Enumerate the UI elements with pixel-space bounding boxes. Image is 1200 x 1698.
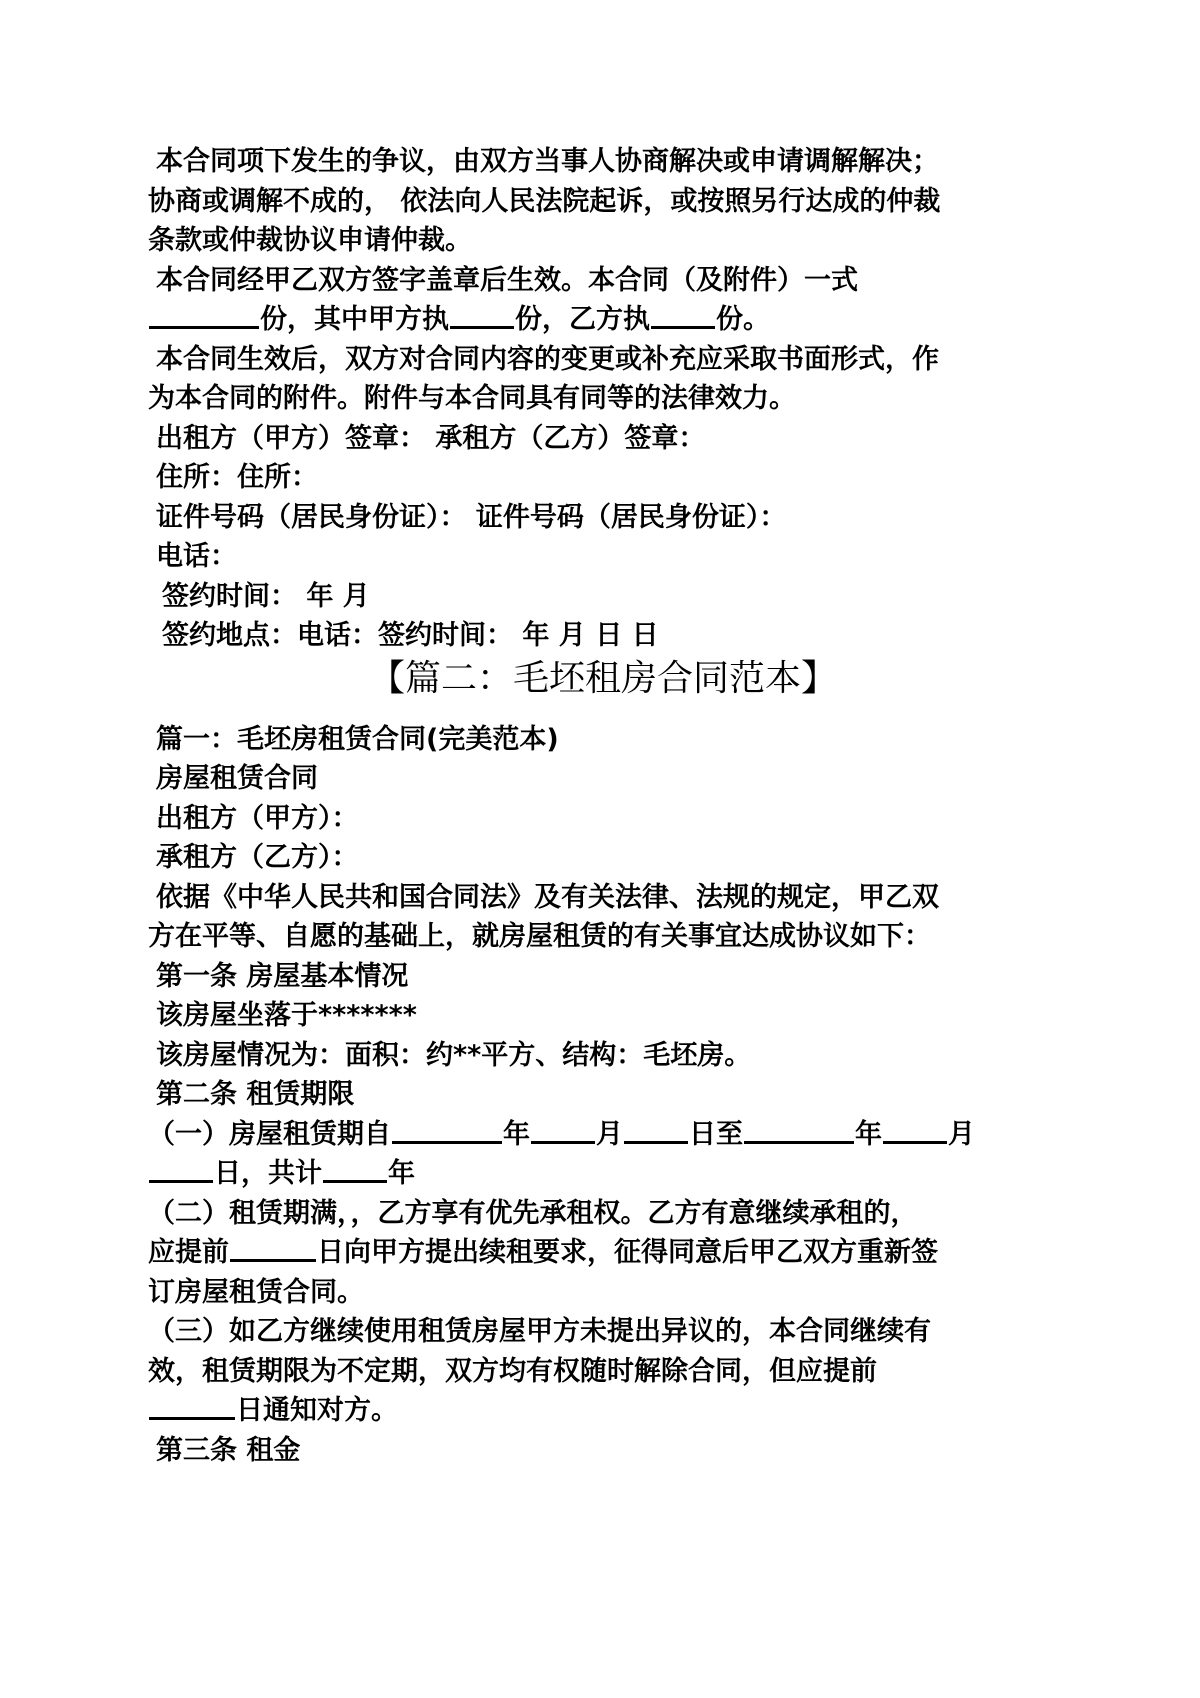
term-text: （一）房屋租赁期自	[148, 1118, 391, 1150]
sub-title: 篇一：毛坯房租赁合同(完美范本)	[156, 723, 559, 755]
term-total-year-label: 年	[388, 1158, 415, 1189]
document-page	[148, 142, 1048, 1470]
renew-text-b: 日向甲方提出续租要求，征得同意后甲乙双方重新签	[317, 1237, 938, 1268]
renew-days-blank	[230, 1259, 316, 1262]
renew-line-1: （二）租赁期满，，乙方享有优先承租权。乙方有意继续承租的，	[148, 1197, 918, 1229]
term-end-year-label: 年	[855, 1118, 882, 1150]
term-line-2	[148, 1154, 1048, 1194]
effect-text-a: 份，其中甲方执	[260, 304, 449, 335]
change-line-1: 本合同生效后，双方对合同内容的变更或补充应采取书面形式，作	[156, 343, 939, 375]
phone-line: 电话：	[156, 541, 237, 572]
continue-text: 日通知对方。	[236, 1395, 398, 1426]
start-month-blank	[531, 1141, 595, 1144]
contract-title: 房屋租赁合同	[156, 763, 318, 794]
effect-text-c: 份。	[716, 304, 770, 335]
lessee-line: 承租方（乙方）：	[156, 842, 359, 873]
id-number-line: 证件号码（居民身份证）： 证件号码（居民身份证）：	[156, 501, 787, 533]
continue-line-1: （三）如乙方继续使用租赁房屋甲方未提出异议的，本合同继续有	[148, 1316, 931, 1347]
basis-line-2: 方在平等、自愿的基础上，就房屋租赁的有关事宜达成协议如下：	[148, 921, 931, 952]
end-day-blank	[149, 1180, 213, 1183]
dispute-line-3: 条款或仲裁协议申请仲裁。	[148, 225, 472, 256]
party-a-copies-blank	[450, 326, 514, 329]
start-day-blank	[624, 1141, 688, 1144]
dispute-line-1: 本合同项下发生的争议，由双方当事人协商解决或申请调解解决；	[156, 146, 939, 177]
article-1-condition: 该房屋情况为：面积：约**平方、结构：毛坯房。	[156, 1039, 752, 1071]
term-end-month-label: 月	[948, 1118, 975, 1150]
term-line-1	[148, 1115, 1048, 1155]
article-1-location: 该房屋坐落于*******	[156, 1000, 417, 1031]
term-to-label: 日至	[689, 1118, 743, 1150]
address-line: 住所：住所：	[156, 462, 318, 493]
renew-text-a: 应提前	[148, 1237, 229, 1268]
continue-line-3	[148, 1391, 1048, 1431]
sign-parties: 出租方（甲方）签章： 承租方（乙方）签章：	[156, 422, 706, 454]
section-heading: 【篇二：毛坯租房合同范本】	[368, 657, 837, 699]
article-2-title: 第二条 租赁期限	[156, 1079, 355, 1110]
dispute-line-2: 协商或调解不成的， 依法向人民法院起诉，或按照另行达成的仲裁	[148, 185, 941, 217]
renew-line-2	[148, 1233, 1048, 1273]
effect-line-1: 本合同经甲乙双方签字盖章后生效。本合同（及附件）一式	[156, 264, 858, 296]
end-year-blank	[744, 1141, 854, 1144]
renew-line-3: 订房屋租赁合同。	[148, 1276, 364, 1308]
copies-blank	[149, 326, 259, 329]
total-years-blank	[323, 1180, 387, 1183]
change-line-2: 为本合同的附件。附件与本合同具有同等的法律效力。	[148, 383, 796, 414]
sign-place-line: 签约地点：电话：签约时间： 年 月 日 日	[162, 620, 659, 651]
party-b-copies-blank	[651, 326, 715, 329]
basis-line-1: 依据《中华人民共和国合同法》及有关法律、法规的规定，甲乙双	[156, 881, 939, 913]
effect-text-b: 份，乙方执	[515, 304, 650, 335]
continue-line-2: 效，租赁期限为不定期，双方均有权随时解除合同，但应提前	[148, 1355, 877, 1387]
end-month-blank	[883, 1141, 947, 1144]
term-total-label: 日，共计	[214, 1158, 322, 1189]
notice-days-blank	[149, 1417, 235, 1420]
term-month-label: 月	[596, 1118, 623, 1150]
article-3-title: 第三条 租金	[156, 1434, 301, 1466]
lessor-line: 出租方（甲方）：	[156, 802, 359, 834]
term-year-label: 年	[503, 1118, 530, 1150]
sign-time-line: 签约时间： 年 月	[162, 580, 370, 612]
article-1-title: 第一条 房屋基本情况	[156, 960, 409, 992]
start-year-blank	[392, 1141, 502, 1144]
effect-line-2	[148, 300, 1048, 340]
